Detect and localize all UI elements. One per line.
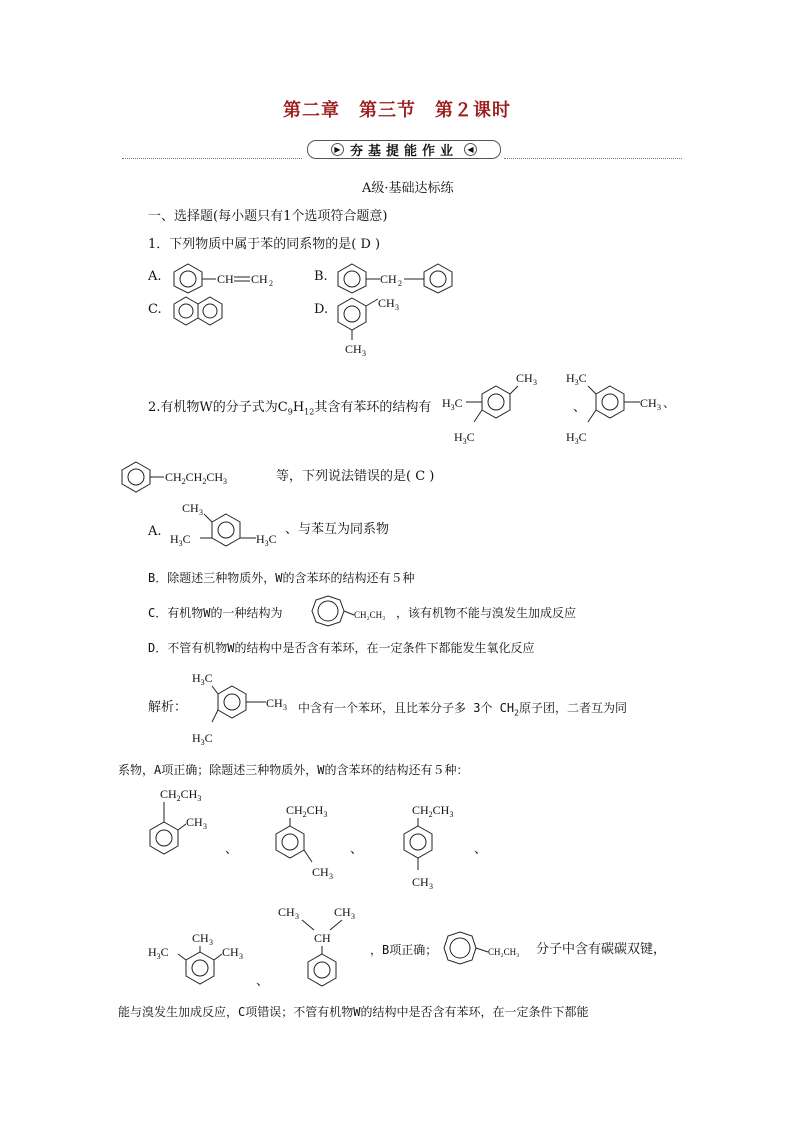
formula-h3c: $H_3C$	[566, 430, 587, 446]
analysis-text: 原子团，二者互为同	[518, 701, 627, 715]
o-ethyltoluene-structure	[140, 782, 230, 862]
formula-h3c: $H_3C$	[256, 532, 277, 548]
q2-option-a-label: A.	[148, 524, 162, 539]
subscript: 3	[657, 403, 661, 412]
cumene-structure	[276, 898, 376, 998]
formula-ethyl: CH₂CH₃	[354, 610, 386, 620]
mesitylene-structure	[566, 366, 696, 452]
separator: 、	[573, 400, 587, 415]
analysis-text: 中含有一个苯环，且比苯分子多 3个 CH	[298, 701, 515, 715]
formula-ch: CH	[380, 272, 397, 286]
formula-ch3: CH	[186, 815, 203, 829]
diphenylmethane-structure	[334, 260, 464, 294]
formula-ch: CH	[314, 931, 331, 945]
formula-ch: CH	[251, 272, 268, 286]
styrene-structure	[170, 260, 290, 294]
subscript: 3	[283, 703, 287, 712]
q1-option-b: B.	[314, 269, 328, 284]
q2-option-c	[148, 605, 282, 622]
trimethylbenzene-124-structure	[440, 366, 558, 452]
subscript: 2	[398, 279, 402, 288]
analysis-line3: 能与溴发生加成反应，C项错误；不管有机物W的结构中是否含有苯环，在一定条件下都能	[118, 1005, 589, 1019]
subscript: 3	[429, 882, 433, 891]
subscript: 2	[269, 279, 273, 288]
propylbenzene-structure	[118, 460, 278, 494]
q2-stem-text: H	[292, 400, 305, 415]
q2-option-c-post: ，该有机物不能与溴发生加成反应	[396, 606, 577, 620]
m-xylene-structure	[334, 290, 424, 360]
q1-option-d: D.	[314, 302, 329, 317]
formula-ch3: CH	[334, 905, 351, 919]
formula-h3c: $H_3C$	[566, 371, 587, 387]
formula-ch3: CH	[192, 931, 209, 945]
subscript: 9	[287, 407, 293, 417]
formula-ch3: CH	[378, 296, 395, 310]
separator: 、	[474, 842, 488, 857]
formula-ch3: CH	[412, 875, 429, 889]
arrow-left-icon: ◀	[464, 143, 477, 156]
subscript: 3	[362, 349, 366, 358]
q2-option-c-pre: C．有机物W的一种结构为	[148, 606, 283, 620]
p-ethyltoluene-structure	[394, 798, 484, 894]
formula-ethyl: $CH_2CH_3$	[160, 787, 202, 803]
analysis-label: 解析：	[148, 700, 188, 715]
analysis-mid2: 分子中含有碳碳双键，	[536, 942, 667, 957]
formula-ch: CH	[217, 272, 234, 286]
subscript: 3	[329, 872, 333, 881]
subscript: 3	[239, 952, 243, 961]
formula-chain: $CH_2CH_2CH_3$	[165, 470, 228, 486]
q2-option-b: B．除题述三种物质外，W的含苯环的结构还有５种	[148, 571, 415, 585]
ethyl-cycloheptatriene-structure	[310, 594, 404, 628]
separator: 、	[663, 396, 676, 410]
formula-h3c: $H_3C$	[192, 671, 213, 687]
formula-ch3: CH	[312, 865, 329, 879]
q2-stem-line2: 等，下列说法错误的是( C )	[276, 469, 435, 484]
subscript: 3	[395, 303, 399, 312]
subscript: 3	[209, 938, 213, 947]
formula-ch3: CH	[266, 696, 283, 710]
formula-ethyl: $CH_2CH_3$	[412, 803, 454, 819]
naphthalene-structure	[170, 294, 230, 328]
dotted-divider-left	[122, 158, 302, 159]
trimethylbenzene-123-structure	[146, 926, 256, 996]
q2-stem-text: 2.有机物W的分子式为C	[148, 400, 288, 415]
arrow-right-icon: ▶	[331, 143, 344, 156]
m-ethyltoluene-structure	[262, 798, 352, 888]
formula-h3c: $H_3C$	[442, 396, 463, 412]
formula-h3c: $H_3C$	[148, 945, 169, 961]
formula-ch3: CH	[640, 396, 657, 410]
section-banner	[122, 140, 682, 160]
subscript: 3	[533, 378, 537, 387]
separator: 、	[350, 842, 364, 857]
formula-ethyl: CH₂CH₃	[488, 947, 520, 957]
formula-ch3: CH	[345, 342, 362, 356]
formula-h3c: $H_3C$	[454, 430, 475, 446]
analysis-line1	[298, 700, 627, 721]
q2-stem	[148, 400, 431, 421]
formula-ch3: CH	[278, 905, 295, 919]
subscript: 3	[203, 822, 207, 831]
ethyl-cycloheptatriene-structure	[442, 930, 536, 966]
formula-ethyl: $CH_2CH_3$	[286, 803, 328, 819]
subscript: 3	[199, 508, 203, 517]
banner-text: 夯基提能作业	[349, 144, 458, 159]
q2-option-a-text: 、与苯互为同系物	[285, 522, 390, 537]
q1-option-c: C.	[148, 302, 162, 317]
subscript: 12	[304, 407, 315, 417]
formula-ch3: CH	[222, 945, 239, 959]
q2-option-d: D．不管有机物W的结构中是否含有苯环，在一定条件下都能发生氧化反应	[148, 641, 535, 655]
subscript: 2	[514, 708, 519, 718]
formula-ch3: CH	[182, 501, 199, 515]
separator: 、	[225, 842, 239, 857]
analysis-mesitylene-structure	[190, 664, 300, 750]
section-heading: 一、选择题(每小题只有1个选项符合题意)	[148, 209, 388, 224]
subscript: 3	[295, 912, 299, 921]
level-heading: A级·基础达标练	[362, 181, 454, 196]
formula-ch3: CH	[516, 371, 533, 385]
banner-box	[307, 140, 501, 159]
analysis-line2: 系物，A项正确；除题述三种物质外，W的含苯环的结构还有５种：	[118, 763, 469, 777]
page-title: 第二章 第三节 第２课时	[283, 100, 511, 121]
q1-option-a: A.	[148, 269, 162, 284]
q2-stem-text: 其含有苯环的结构有	[314, 400, 432, 415]
analysis-mid: ，B项正确；	[370, 943, 438, 957]
dotted-divider-right	[504, 158, 682, 159]
q1-stem: 1．下列物质中属于苯的同系物的是( D )	[148, 237, 381, 252]
separator: 、	[256, 974, 270, 989]
q2-option-a-structure	[166, 498, 290, 556]
subscript: 3	[351, 912, 355, 921]
formula-h3c: $H_3C$	[170, 532, 191, 548]
formula-h3c: $H_3C$	[192, 731, 213, 747]
